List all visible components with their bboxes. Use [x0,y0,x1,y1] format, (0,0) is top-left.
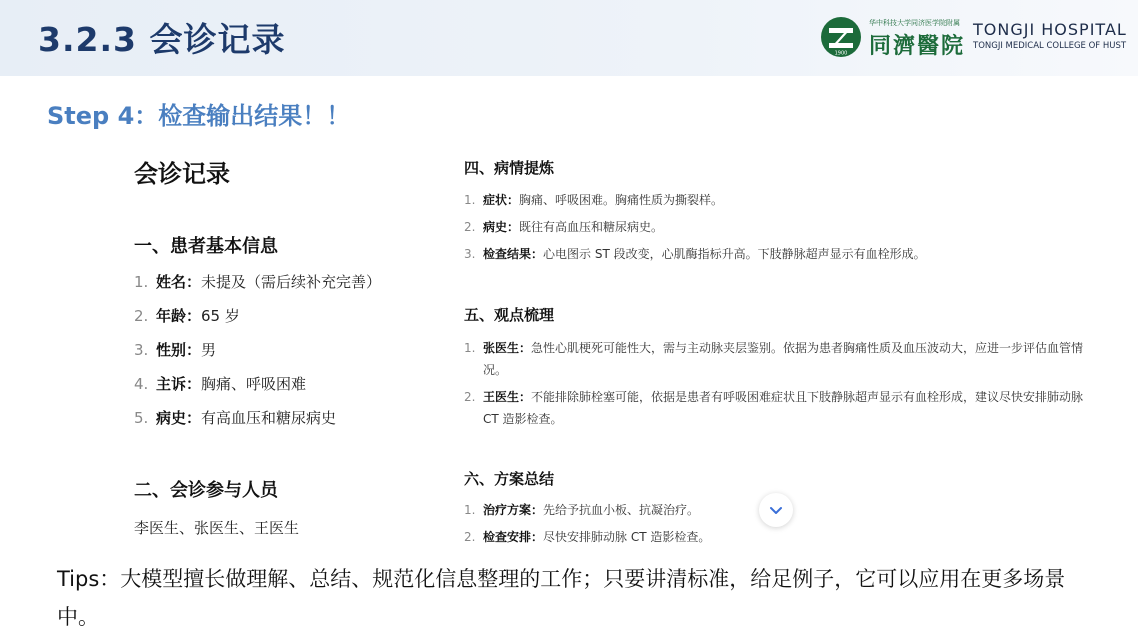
item-label: 张医生： [483,341,532,355]
item-value: 未提及（需后续补充完善） [201,273,382,291]
list-item [464,337,1094,381]
item-number: 5. [134,409,149,427]
list-item [464,189,1094,211]
opinions-heading: 五、观点梳理 [464,306,555,324]
item-value: 既往有高血压和糖尿病史。 [519,220,664,234]
item-number: 1. [464,503,476,517]
item-value: 65 岁 [201,307,240,325]
list-item [134,408,381,442]
logo-affiliation-text: 华中科技大学同济医学院附属 [869,19,960,27]
list-item [464,386,1094,430]
item-value: 急性心肌梗死可能性大，需与主动脉夹层鉴别。依据为患者胸痛性质及血压波动大，应进一步评估血管情况。 [483,341,1084,377]
item-value: 先给予抗血小板、抗凝治疗。 [543,503,700,517]
item-number: 3. [134,341,149,359]
participants-text: 李医生、张医生、王医生 [134,519,300,537]
item-number: 1. [134,273,149,291]
opinions-list [464,337,1094,435]
item-label: 性别： [156,341,202,359]
list-item [134,272,381,306]
item-label: 病史： [156,409,202,427]
item-value: 心电图示 ST 段改变，心肌酶指标升高。下肢静脉超声显示有血栓形成。 [543,247,926,261]
item-label: 王医生： [483,390,532,404]
item-value: 尽快安排肺动脉 CT 造影检查。 [543,530,711,544]
basic-info-heading: 一、患者基本信息 [134,236,278,257]
item-number: 2. [464,530,476,544]
item-label: 检查结果： [483,247,544,261]
item-number: 2. [464,390,476,404]
consultation-record-document[interactable] [0,140,1138,545]
item-label: 症状： [483,193,520,207]
list-item [134,374,381,408]
list-item [464,526,1094,545]
list-item [134,306,381,340]
logo-english-name: TONGJI HOSPITAL [973,20,1127,39]
item-value: 不能排除肺栓塞可能，依据是患者有呼吸困难症状且下肢静脉超声显示有血栓形成，建议尽快安排肺动脉 CT 造影检查。 [483,390,1084,426]
item-value: 男 [201,341,217,359]
hospital-logo [818,14,1133,60]
list-item [464,216,1094,238]
item-value: 胸痛、呼吸困难 [201,375,307,393]
summary-heading: 四、病情提炼 [464,159,555,177]
item-label: 病史： [483,220,520,234]
scroll-down-button[interactable] [759,493,793,527]
item-number: 2. [464,220,476,234]
item-number: 1. [464,341,476,355]
list-item [134,340,381,374]
item-number: 3. [464,247,476,261]
logo-chinese-name: 同濟醫院 [869,33,966,59]
logo-english-subtitle: TONGJI MEDICAL COLLEGE OF HUST [973,41,1127,51]
item-label: 主诉： [156,375,202,393]
plan-heading: 六、方案总结 [464,470,555,488]
hospital-emblem-icon [820,16,862,58]
item-number: 2. [134,307,149,325]
step-title: Step 4：检查输出结果！！ [47,102,351,130]
basic-info-list [134,272,381,442]
emblem-year: 1900 [834,50,848,57]
item-value: 有高血压和糖尿病史 [201,409,337,427]
slide-header [0,0,1138,76]
list-item [464,243,1094,265]
item-number: 4. [134,375,149,393]
item-number: 1. [464,193,476,207]
item-label: 姓名： [156,273,202,291]
chevron-down-icon [768,502,784,518]
tips-text: Tips：大模型擅长做理解、总结、规范化信息整理的工作；只要讲清标准，给足例子，它可以应用在更多场景中。 [57,567,1066,629]
item-label: 治疗方案： [483,503,544,517]
participants-heading: 二、会诊参与人员 [134,480,278,501]
item-label: 年龄： [156,307,202,325]
section-title: 3.2.3 会诊记录 [38,20,286,59]
item-label: 检查安排： [483,530,544,544]
summary-list [464,189,1094,270]
item-value: 胸痛、呼吸困难。胸痛性质为撕裂样。 [519,193,724,207]
document-title: 会诊记录 [134,160,230,188]
